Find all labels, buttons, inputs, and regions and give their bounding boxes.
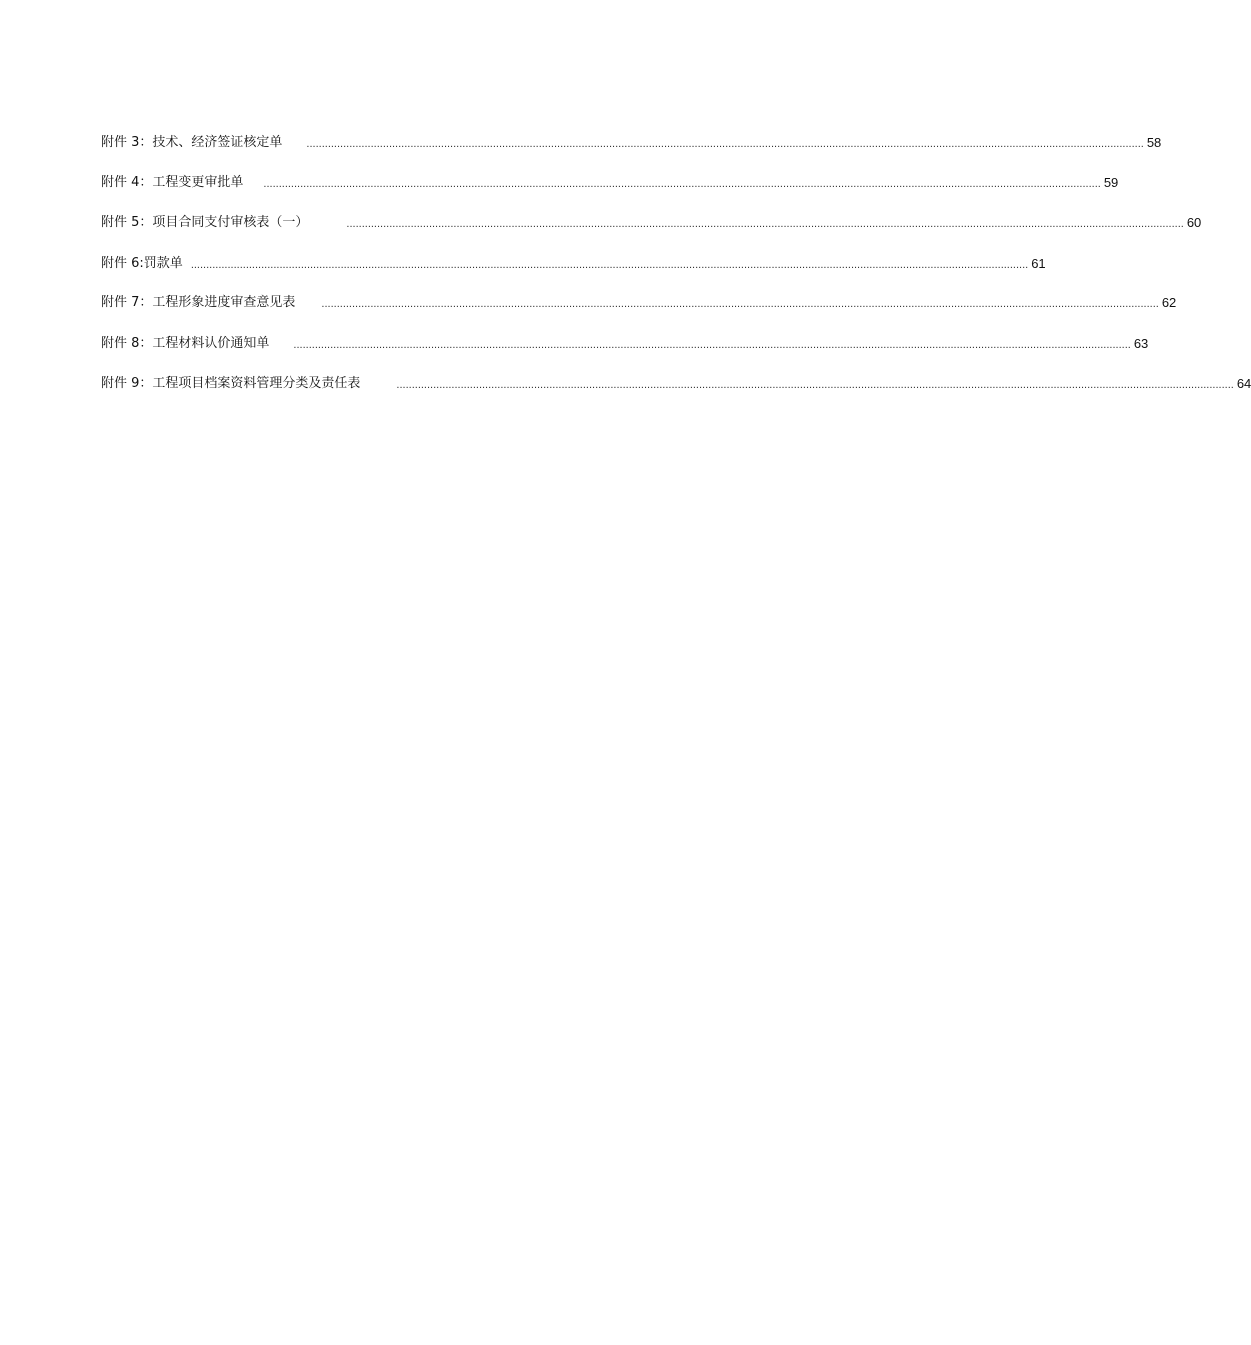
dot-leader: .................................................................................................................................................................................................................................................................................. [346, 218, 1184, 230]
toc-page-number: 58 [1146, 135, 1162, 150]
toc-entry[interactable] [101, 211, 1202, 231]
toc-entry-label: 附件 8： [101, 336, 153, 351]
toc-entry-label: 附件 5： [101, 215, 153, 230]
toc-entry[interactable] [101, 372, 1251, 392]
toc-entry-title: 工程形象进度审查意见表 [152, 295, 296, 310]
dot-leader: .................................................................................................................................................................................................................................................................................. [190, 259, 1029, 271]
table-of-contents [0, 0, 1251, 420]
toc-entry[interactable] [101, 171, 1119, 191]
toc-entry-label: 附件 4： [101, 175, 153, 190]
toc-entry-title: 罚款单 [143, 256, 183, 271]
dot-leader: .................................................................................................................................................................................................................................................................................. [263, 178, 1101, 190]
dot-leader: .................................................................................................................................................................................................................................................................................. [306, 138, 1144, 150]
toc-page-number: 61 [1031, 256, 1046, 271]
toc-entry-title: 项目合同支付审核表（一） [152, 215, 309, 230]
toc-page-number: 62 [1161, 295, 1177, 310]
toc-entry[interactable] [101, 252, 1046, 272]
toc-entry-label: 附件 3： [101, 135, 153, 150]
toc-entry-title: 工程材料认价通知单 [152, 336, 270, 351]
toc-page-number: 64 [1236, 376, 1251, 391]
toc-entry[interactable] [101, 332, 1149, 352]
toc-entry[interactable] [101, 131, 1162, 151]
dot-leader: .................................................................................................................................................................................................................................................................................. [396, 379, 1234, 391]
toc-entry-label: 附件 6: [101, 256, 144, 271]
toc-page-number: 63 [1133, 336, 1149, 351]
toc-entry[interactable] [101, 291, 1177, 311]
toc-entry-title: 技术、经济签证核定单 [152, 135, 283, 150]
toc-entry-label: 附件 7： [101, 295, 153, 310]
dot-leader: .................................................................................................................................................................................................................................................................................. [293, 339, 1131, 351]
toc-page-number: 60 [1186, 215, 1202, 230]
toc-page-number: 59 [1103, 175, 1119, 190]
dot-leader: .................................................................................................................................................................................................................................................................................. [321, 298, 1159, 310]
toc-entry-label: 附件 9： [101, 376, 153, 391]
toc-entry-title: 工程变更审批单 [152, 175, 244, 190]
toc-entry-title: 工程项目档案资料管理分类及责任表 [152, 376, 361, 391]
